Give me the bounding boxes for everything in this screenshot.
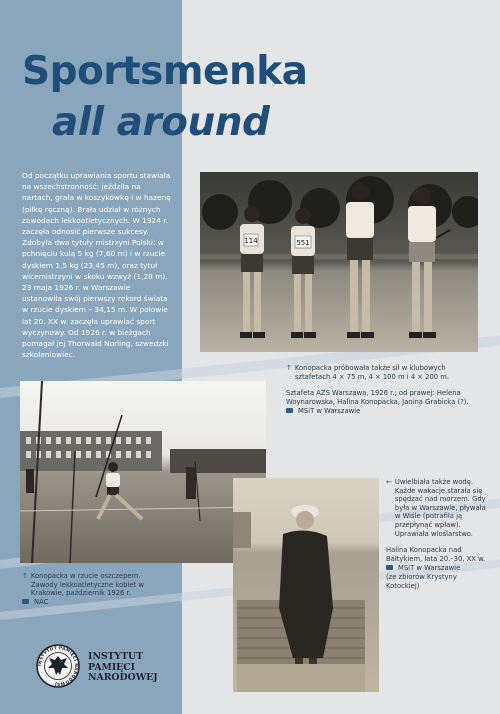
beach-caption: Uwielbiała także wodę. Każde wakacje starała się spędzać nad morzem. Gdy była w Warszawie, pływała w Wiśle (potrafiła ją przepłynąć wpław). Uprawiała wioślarstwo. — [394, 478, 486, 538]
beach-photo — [233, 478, 379, 692]
caption-row — [22, 572, 164, 598]
credit-row — [286, 407, 476, 416]
org-name-line: NARODOWEJ — [88, 672, 158, 683]
arrow-left-icon: ← — [386, 478, 392, 486]
arrow-up-icon: ↑ — [286, 364, 292, 372]
logo-ring-text: INSTYTUT PAMIĘCI NARODOWEJ — [36, 644, 80, 688]
javelin-photo-credit: NAC — [34, 597, 49, 606]
caption-row — [386, 478, 490, 538]
camera-icon — [386, 565, 393, 570]
beach-caption-block — [386, 478, 490, 596]
page-title-line1: Sportsmenka — [22, 49, 308, 94]
bib-number: 551 — [296, 239, 310, 247]
org-name-line: PAMIĘCI — [88, 661, 136, 673]
bib-number: 114 — [244, 237, 258, 245]
credit-row — [22, 598, 164, 607]
relay-photo-credit: MSiT w Warszawie — [298, 407, 361, 416]
javelin-caption: Konopacka w rzucie oszczepem. Zawody lekkoatletyczne kobiet w Krakowie, październik 1926 r. — [30, 572, 144, 598]
org-name-line: INSTYTUT — [88, 651, 144, 662]
caption-row — [286, 364, 476, 381]
relay-caption-block — [286, 364, 476, 416]
camera-icon — [286, 408, 293, 413]
intro-paragraph: Od początku uprawiania sportu stawiała na wszechstronność: jeździła na nartach, grała w koszykówkę i w hazenę (piłkę ręczną). Brała udział w różnych zawodach lekkoatletycznych. W 1924 r. zaczęła odnosić pierwsze sukcesy. Zdobyła dwa tytuły mistrzyni Polski: w pchnięciu kulą 5 kg (7,60 m) i w rzucie dyskiem 1,5 kg (23,45 m), oraz tytuł wicemistrzyni w skoku wzwyż (1,28 m). 23 maja 1926 r. w Warszawie ustanowiła swój pierwszy rekord świata w rzucie dyskiem – 34,15 m. W połowie lat 20. XX w. zaczęła uprawiać sport wyczynowy. Od 1926 r. w bieżgach pomagał jej Thorwald Norling, szwedzki szkoleniowiec. — [22, 171, 171, 360]
relay-caption-details: Sztafeta AZS Warszawa, 1926 r.; od prawej: Helena Woynarowska, Halina Konopacka, Janina Grabicka (?). — [286, 389, 469, 406]
beach-credit-note: (ze zbiorów Krystyny Kotockiej) — [386, 572, 457, 590]
credit-row — [386, 564, 490, 573]
camera-icon — [22, 599, 29, 604]
javelin-photo — [20, 381, 266, 563]
page-title-line2: all around — [52, 100, 270, 145]
relay-caption: Konopacka próbowała także sił w klubowych sztafetach 4 × 75 m, 4 × 100 m i 4 × 200 m. — [294, 364, 450, 381]
beach-caption-details: Halina Konopacka nad Bałtykiem, lata 20.–30. XX w. — [386, 546, 486, 563]
beach-photo-credit: MSiT w Warszawie — [398, 564, 461, 573]
arrow-up-icon: ↑ — [22, 572, 28, 580]
relay-team-photo — [200, 172, 478, 352]
ipn-org-name — [88, 652, 158, 684]
javelin-caption-block — [22, 572, 164, 606]
ipn-eagle-logo — [36, 644, 80, 688]
